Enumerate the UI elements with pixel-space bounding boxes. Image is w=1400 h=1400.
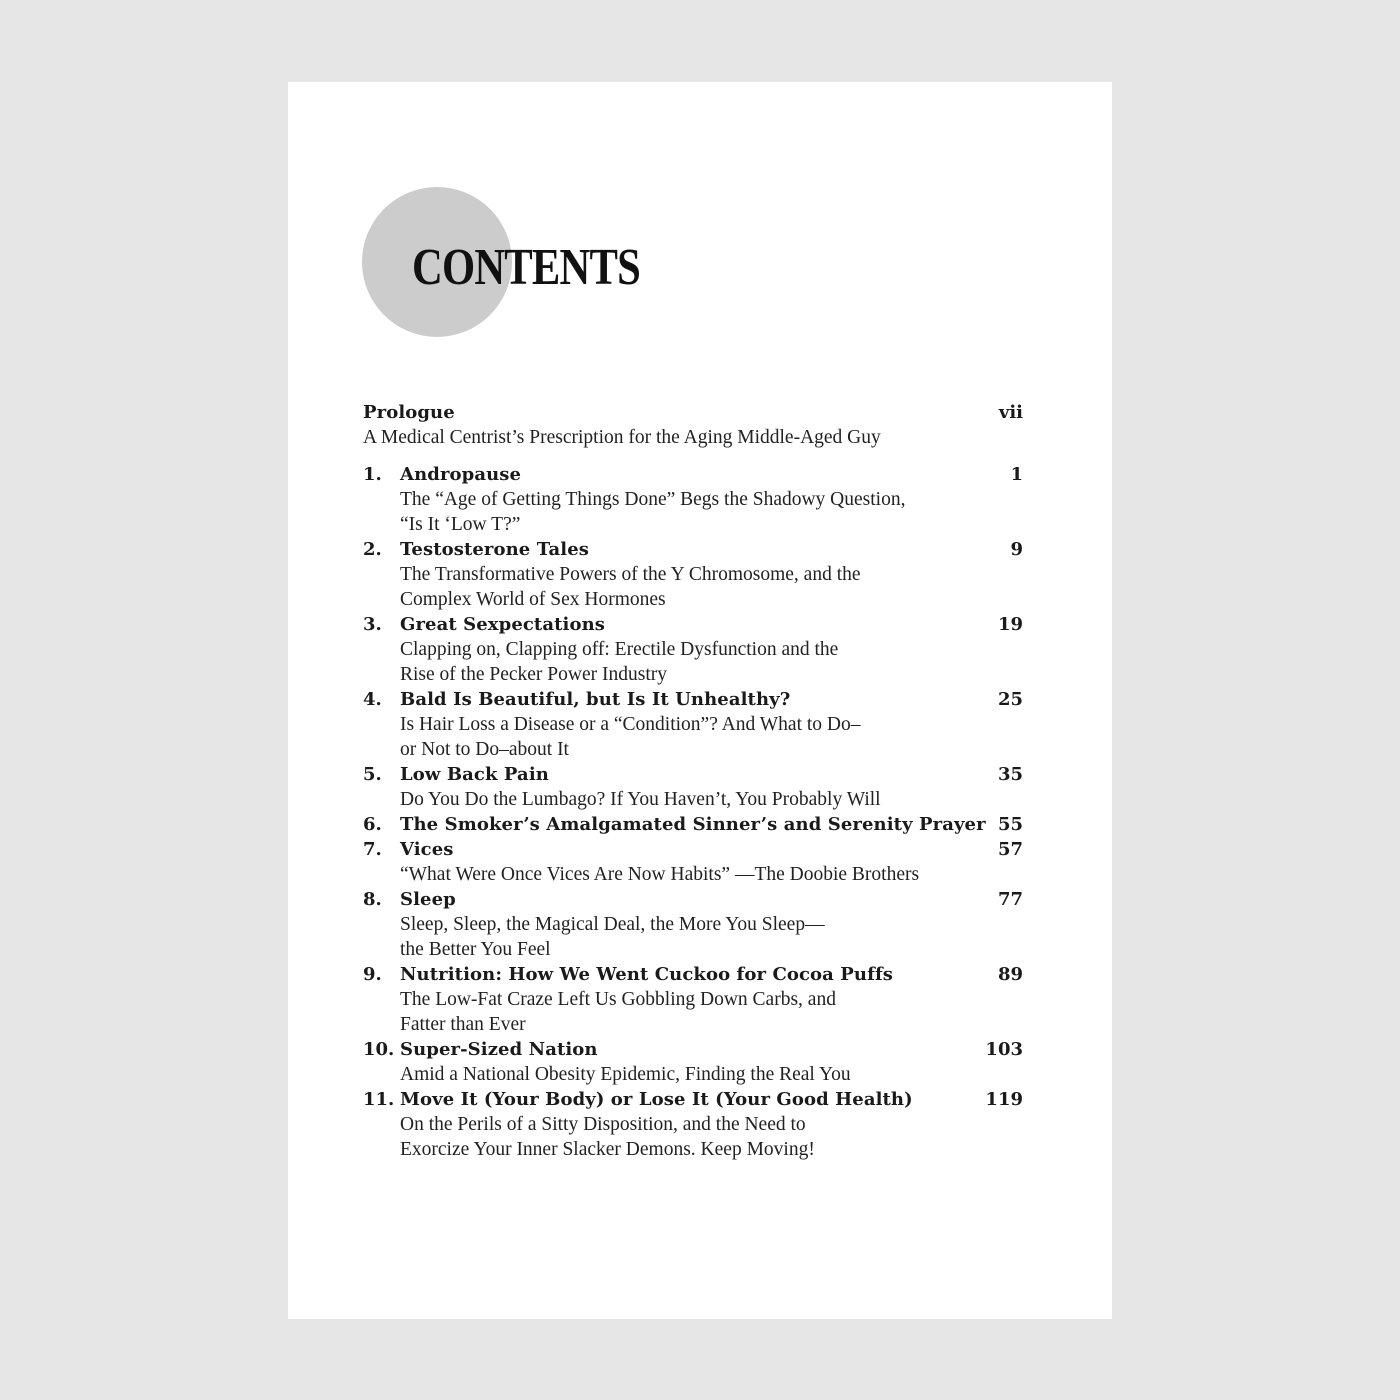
chapter-subtitle-line: Clapping on, Clapping off: Erectile Dysfunction and the — [400, 639, 839, 660]
toc-entry — [363, 537, 1023, 612]
chapter-subtitle-line: The Transformative Powers of the Y Chromosome, and the — [400, 564, 861, 585]
chapter-title: Great Sexpectations — [400, 614, 605, 635]
chapter-number: 2. — [363, 539, 382, 560]
chapter-number: 7. — [363, 839, 382, 860]
chapter-page-number: 55 — [997, 814, 1023, 835]
chapter-subtitle-line: “What Were Once Vices Are Now Habits” —The Doobie Brothers — [400, 864, 920, 885]
chapter-number: 5. — [363, 764, 382, 785]
chapter-page-number: 19 — [997, 614, 1023, 635]
chapter-page-number: 9 — [1010, 539, 1023, 560]
toc-entry-prologue — [363, 400, 1023, 450]
chapter-page-number: 57 — [997, 839, 1023, 860]
toc-entry — [363, 812, 1023, 837]
chapter-subtitle-line: Is Hair Loss a Disease or a “Condition”? And What to Do– — [400, 714, 861, 735]
toc-entry — [363, 887, 1023, 962]
chapter-subtitle-line: The Low-Fat Craze Left Us Gobbling Down Carbs, and — [400, 989, 836, 1010]
toc-entry — [363, 1087, 1023, 1162]
page-title: CONTENTS — [412, 239, 641, 296]
chapter-number: 1. — [363, 464, 382, 485]
chapter-title: Testosterone Tales — [400, 539, 589, 560]
chapter-page-number: 89 — [997, 964, 1023, 985]
toc-entry — [363, 1037, 1023, 1087]
chapter-page-number: 77 — [997, 889, 1023, 910]
toc-entry — [363, 687, 1023, 762]
chapter-page-number: 1 — [1010, 464, 1023, 485]
chapter-subtitle-line: or Not to Do–about It — [400, 739, 569, 760]
toc-entry — [363, 837, 1023, 887]
chapter-title: Vices — [400, 839, 454, 860]
chapter-subtitle-line: “Is It ‘Low T?” — [400, 514, 521, 535]
chapter-title: Andropause — [400, 464, 522, 485]
chapter-number: 11. — [363, 1089, 395, 1110]
prologue-page-number: vii — [998, 402, 1023, 423]
chapter-title: Bald Is Beautiful, but Is It Unhealthy? — [400, 689, 791, 710]
chapter-page-number: 119 — [985, 1089, 1023, 1110]
toc-entry — [363, 762, 1023, 812]
chapter-title: Nutrition: How We Went Cuckoo for Cocoa Puffs — [400, 964, 894, 985]
chapter-subtitle-line: Complex World of Sex Hormones — [400, 589, 666, 610]
chapter-title: Low Back Pain — [400, 764, 549, 785]
chapter-number: 4. — [363, 689, 382, 710]
chapter-subtitle-line: Sleep, Sleep, the Magical Deal, the More You Sleep— — [400, 914, 825, 935]
chapter-title: Move It (Your Body) or Lose It (Your Good Health) — [400, 1089, 913, 1110]
chapter-number: 3. — [363, 614, 382, 635]
toc-entry — [363, 462, 1023, 537]
chapter-number: 10. — [363, 1039, 395, 1060]
chapter-number: 6. — [363, 814, 382, 835]
chapter-number: 9. — [363, 964, 382, 985]
chapter-title: The Smoker’s Amalgamated Sinner’s and Serenity Prayer — [400, 814, 986, 835]
chapter-subtitle-line: Rise of the Pecker Power Industry — [400, 664, 667, 685]
chapter-subtitle-line: the Better You Feel — [400, 939, 551, 960]
chapter-title: Sleep — [400, 889, 456, 910]
table-of-contents — [363, 400, 1023, 1162]
chapter-list — [363, 462, 1023, 1162]
chapter-page-number: 35 — [997, 764, 1023, 785]
toc-entry — [363, 612, 1023, 687]
toc-entry — [363, 962, 1023, 1037]
chapter-subtitle-line: On the Perils of a Sitty Disposition, and the Need to — [400, 1114, 806, 1135]
chapter-page-number: 25 — [997, 689, 1023, 710]
chapter-subtitle-line: The “Age of Getting Things Done” Begs the Shadowy Question, — [400, 489, 906, 510]
chapter-subtitle-line: Do You Do the Lumbago? If You Haven’t, You Probably Will — [400, 789, 881, 810]
chapter-number: 8. — [363, 889, 382, 910]
chapter-subtitle-line: Fatter than Ever — [400, 1014, 526, 1035]
prologue-subtitle: A Medical Centrist’s Prescription for the Aging Middle-Aged Guy — [363, 427, 881, 448]
prologue-title: Prologue — [363, 402, 455, 423]
chapter-subtitle-line: Exorcize Your Inner Slacker Demons. Keep Moving! — [400, 1139, 815, 1160]
chapter-page-number: 103 — [985, 1039, 1023, 1060]
book-page — [288, 82, 1112, 1319]
chapter-subtitle-line: Amid a National Obesity Epidemic, Finding the Real You — [400, 1064, 851, 1085]
chapter-title: Super-Sized Nation — [400, 1039, 598, 1060]
